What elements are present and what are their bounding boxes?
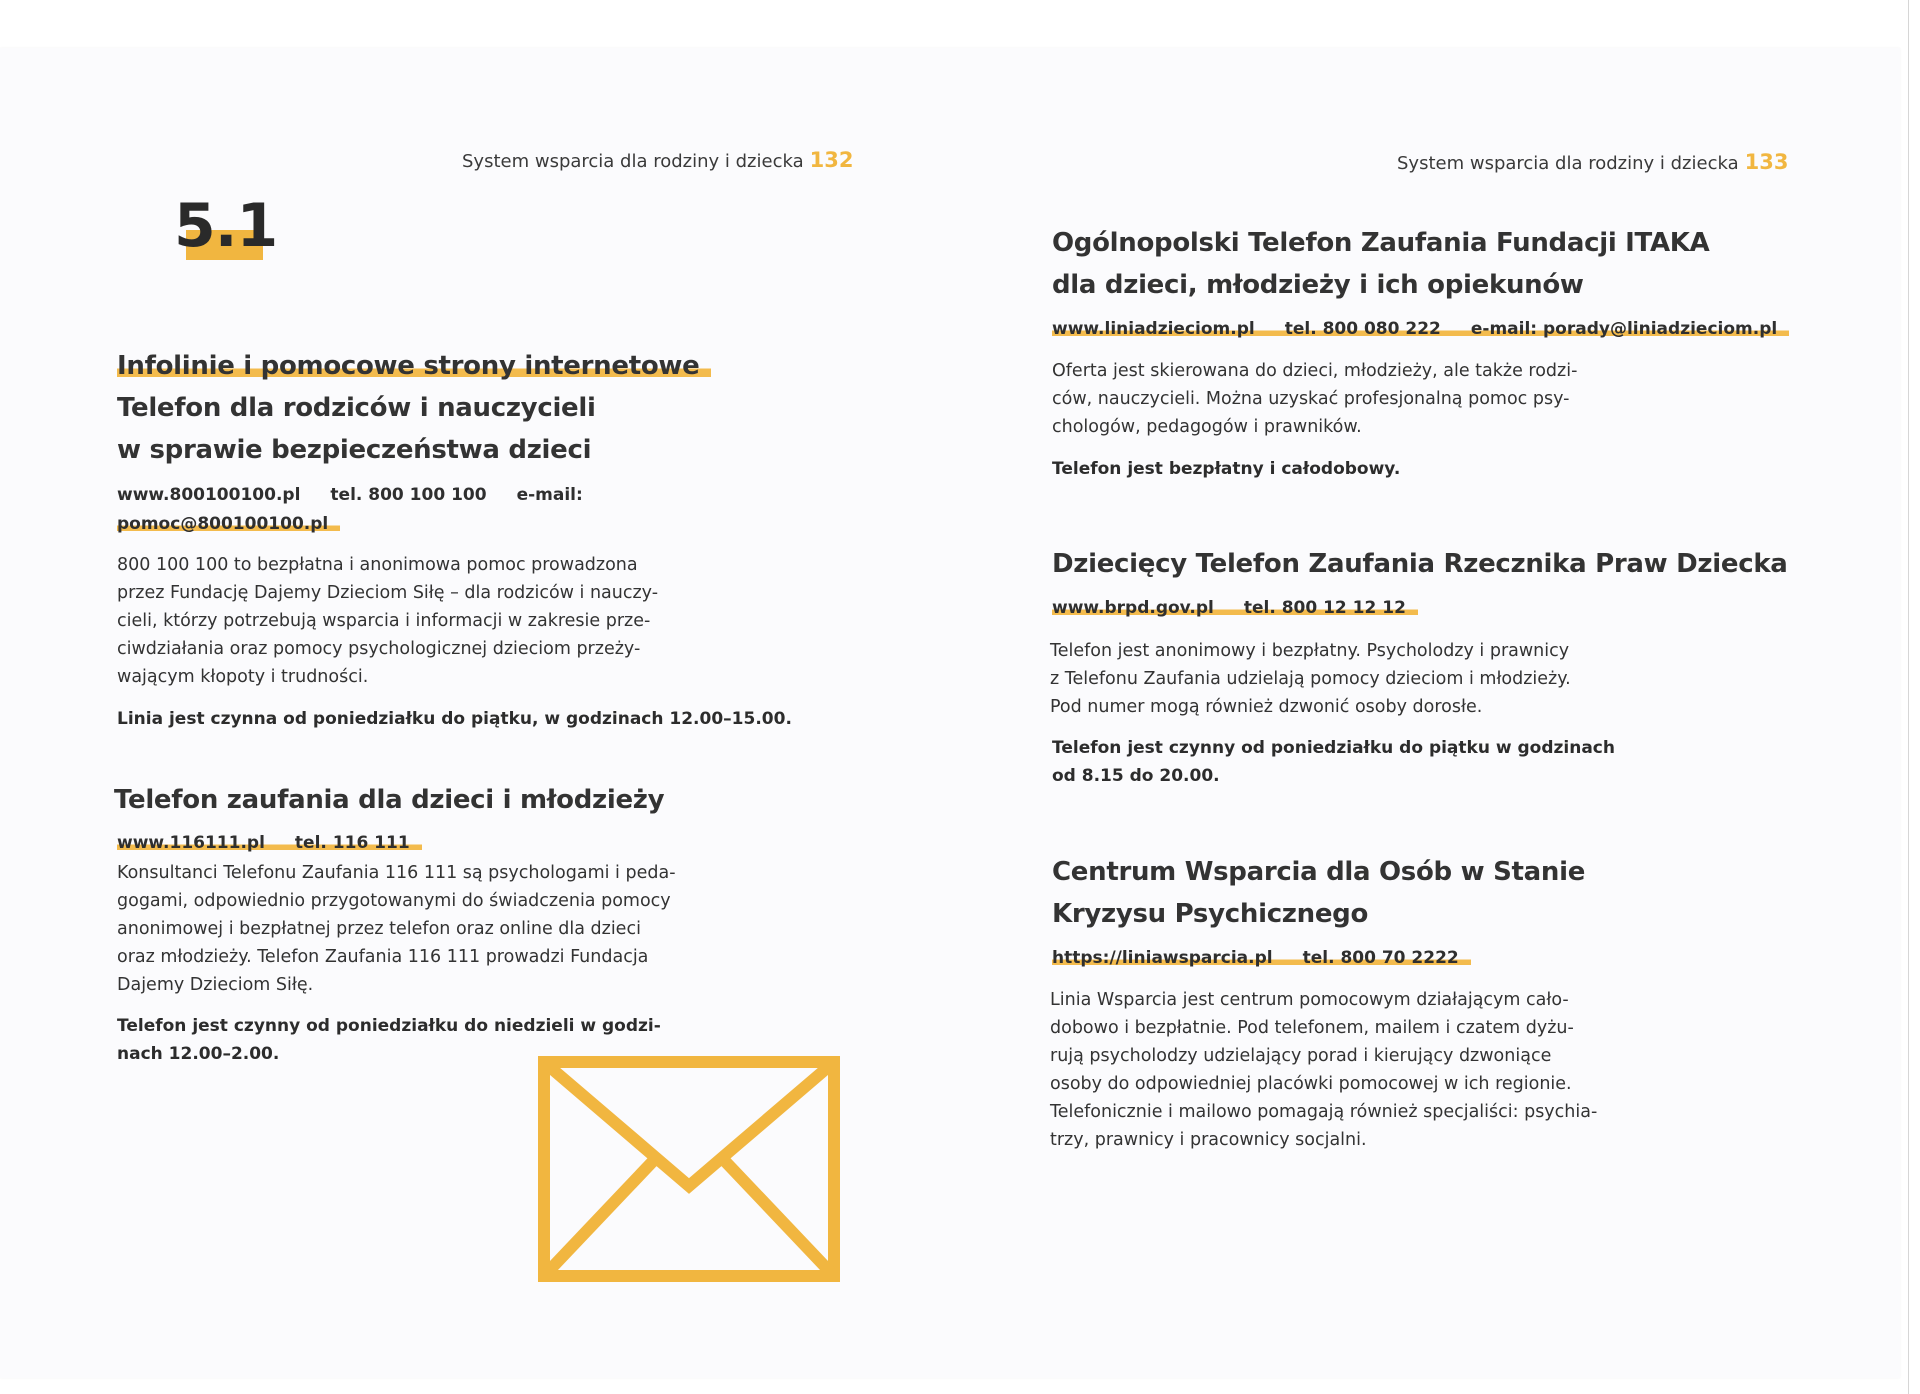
page-edge <box>1908 0 1909 1394</box>
r-entry3-description <box>1050 986 1630 1154</box>
r-entry2-title: Dziecięcy Telefon Zaufania Rzecznika Praw Dziecka <box>1052 549 1788 579</box>
r-entry3-body-line: Linia Wsparcia jest centrum pomocowym działającym cało- <box>1050 990 1569 1010</box>
r-entry3-body-line: rują psycholodzy udzielający porad i kierujący dzwoniące <box>1050 1046 1552 1066</box>
r-entry3-body-line: dobowo i bezpłatnie. Pod telefonem, mailem i czatem dyżu- <box>1050 1018 1574 1038</box>
entry2-body-line: oraz młodzieży. Telefon Zaufania 116 111 prowadzi Fundacja <box>117 947 649 967</box>
entry1-body-line: cieli, którzy potrzebują wsparcia i informacji w zakresie prze- <box>117 611 651 631</box>
entry1-body-line: ciwdziałania oraz pomocy psychologicznej dzieciom przeży- <box>117 639 641 659</box>
entry2-body-line: anonimowej i bezpłatnej przez telefon oraz online dla dzieci <box>117 919 641 939</box>
entry1-title-line1: Telefon dla rodziców i nauczycieli <box>117 393 596 423</box>
r-entry3-contacts-highlight <box>1052 948 1471 968</box>
entry2-body-line: Konsultanci Telefonu Zaufania 116 111 są psychologami i peda- <box>117 863 676 883</box>
chapter-number: 5.1 <box>174 191 278 261</box>
entry2-phone[interactable]: tel. 116 111 <box>294 833 410 853</box>
r-entry1-body-line: chologów, pedagogów i prawników. <box>1052 417 1362 437</box>
entry1-description <box>117 551 677 691</box>
r-entry2-contacts <box>1052 594 1418 623</box>
section-title-text: Infolinie i pomocowe strony internetowe <box>117 351 711 381</box>
entry2-contacts <box>117 829 422 858</box>
r-entry2-note-line: Telefon jest czynny od poniedziałku do piątku w godzinach <box>1052 738 1615 758</box>
r-entry2-body-line: z Telefonu Zaufania udzielają pomocy dzieciom i młodzieży. <box>1050 669 1571 689</box>
r-entry2-hours-note <box>1052 734 1652 790</box>
entry1-title-line2: w sprawie bezpieczeństwa dzieci <box>117 435 592 465</box>
r-entry1-title <box>1052 222 1709 306</box>
entry1-body-line: wającym kłopoty i trudności. <box>117 667 369 687</box>
left-running-header <box>462 148 853 172</box>
left-page-number: 132 <box>809 148 854 172</box>
r-entry1-body-line: ców, nauczycieli. Można uzyskać profesjonalną pomoc psy- <box>1052 389 1570 409</box>
r-entry3-title-line2: Kryzysu Psychicznego <box>1052 899 1369 929</box>
r-entry1-note: Telefon jest bezpłatny i całodobowy. <box>1052 459 1401 479</box>
r-entry3-phone[interactable]: tel. 800 70 2222 <box>1302 948 1459 968</box>
r-entry3-body-line: osoby do odpowiedniej placówki pomocowej w ich regionie. <box>1050 1074 1572 1094</box>
entry2-note-line: Telefon jest czynny od poniedziałku do niedzieli w godzi- <box>117 1016 661 1036</box>
entry2-body-line: gogami, odpowiednio przygotowanymi do świadczenia pomocy <box>117 891 671 911</box>
r-entry1-title-line2: dla dzieci, młodzieży i ich opiekunów <box>1052 270 1584 300</box>
section-title <box>117 345 711 387</box>
right-running-header <box>1397 150 1788 174</box>
r-entry2-website-link[interactable]: www.brpd.gov.pl <box>1052 598 1214 618</box>
entry1-title <box>117 387 596 471</box>
envelope-icon <box>538 1056 840 1282</box>
r-entry2-description <box>1050 637 1610 721</box>
r-entry1-contacts-highlight <box>1052 319 1789 339</box>
r-entry1-title-line1: Ogólnopolski Telefon Zaufania Fundacji ITAKA <box>1052 228 1710 258</box>
entry1-hours-note: Linia jest czynna od poniedziałku do piątku, w godzinach 12.00–15.00. <box>117 709 792 729</box>
entry1-body-line: 800 100 100 to bezpłatna i anonimowa pomoc prowadzona <box>117 555 638 575</box>
right-page-number: 133 <box>1744 150 1789 174</box>
entry1-phone[interactable]: tel. 800 100 100 <box>330 485 487 505</box>
r-entry1-description <box>1052 357 1612 441</box>
entry2-body-line: Dajemy Dzieciom Siłę. <box>117 975 314 995</box>
r-entry1-email-link[interactable]: e-mail: porady@liniadzieciom.pl <box>1470 319 1778 339</box>
r-entry3-website-link[interactable]: https://liniawsparcia.pl <box>1052 948 1273 968</box>
r-entry2-body-line: Pod numer mogą również dzwonić osoby dorosłe. <box>1050 697 1483 717</box>
r-entry3-body-line: Telefonicznie i mailowo pomagają również specjaliści: psychia- <box>1050 1102 1598 1122</box>
entry1-contacts <box>117 481 677 539</box>
entry2-website-link[interactable]: www.116111.pl <box>117 833 265 853</box>
r-entry2-phone[interactable]: tel. 800 12 12 12 <box>1243 598 1406 618</box>
entry2-title: Telefon zaufania dla dzieci i młodzieży <box>114 785 665 815</box>
r-entry1-website-link[interactable]: www.liniadzieciom.pl <box>1052 319 1255 339</box>
r-entry2-note-line: od 8.15 do 20.00. <box>1052 766 1220 786</box>
right-header-text: System wsparcia dla rodziny i dziecka <box>1397 153 1739 174</box>
r-entry1-phone[interactable]: tel. 800 080 222 <box>1284 319 1441 339</box>
r-entry3-title-line1: Centrum Wsparcia dla Osób w Stanie <box>1052 857 1586 887</box>
entry2-contacts-highlight <box>117 833 422 853</box>
r-entry2-body-line: Telefon jest anonimowy i bezpłatny. Psycholodzy i prawnicy <box>1050 641 1570 661</box>
entry1-body-line: przez Fundację Dajemy Dzieciom Siłę – dla rodziców i nauczy- <box>117 583 659 603</box>
r-entry3-contacts <box>1052 944 1471 973</box>
entry2-note-line: nach 12.00–2.00. <box>117 1044 280 1064</box>
left-header-text: System wsparcia dla rodziny i dziecka <box>462 151 804 172</box>
r-entry1-contacts <box>1052 315 1789 344</box>
r-entry1-body-line: Oferta jest skierowana do dzieci, młodzieży, ale także rodzi- <box>1052 361 1578 381</box>
r-entry3-body-line: trzy, prawnicy i pracownicy socjalni. <box>1050 1130 1367 1150</box>
entry2-description <box>117 859 677 999</box>
entry1-email-link[interactable]: pomoc@800100100.pl <box>117 514 340 534</box>
r-entry3-title <box>1052 851 1585 935</box>
r-entry2-contacts-highlight <box>1052 598 1418 618</box>
entry1-email-label: e-mail: <box>516 485 583 505</box>
entry1-website-link[interactable]: www.800100100.pl <box>117 485 301 505</box>
